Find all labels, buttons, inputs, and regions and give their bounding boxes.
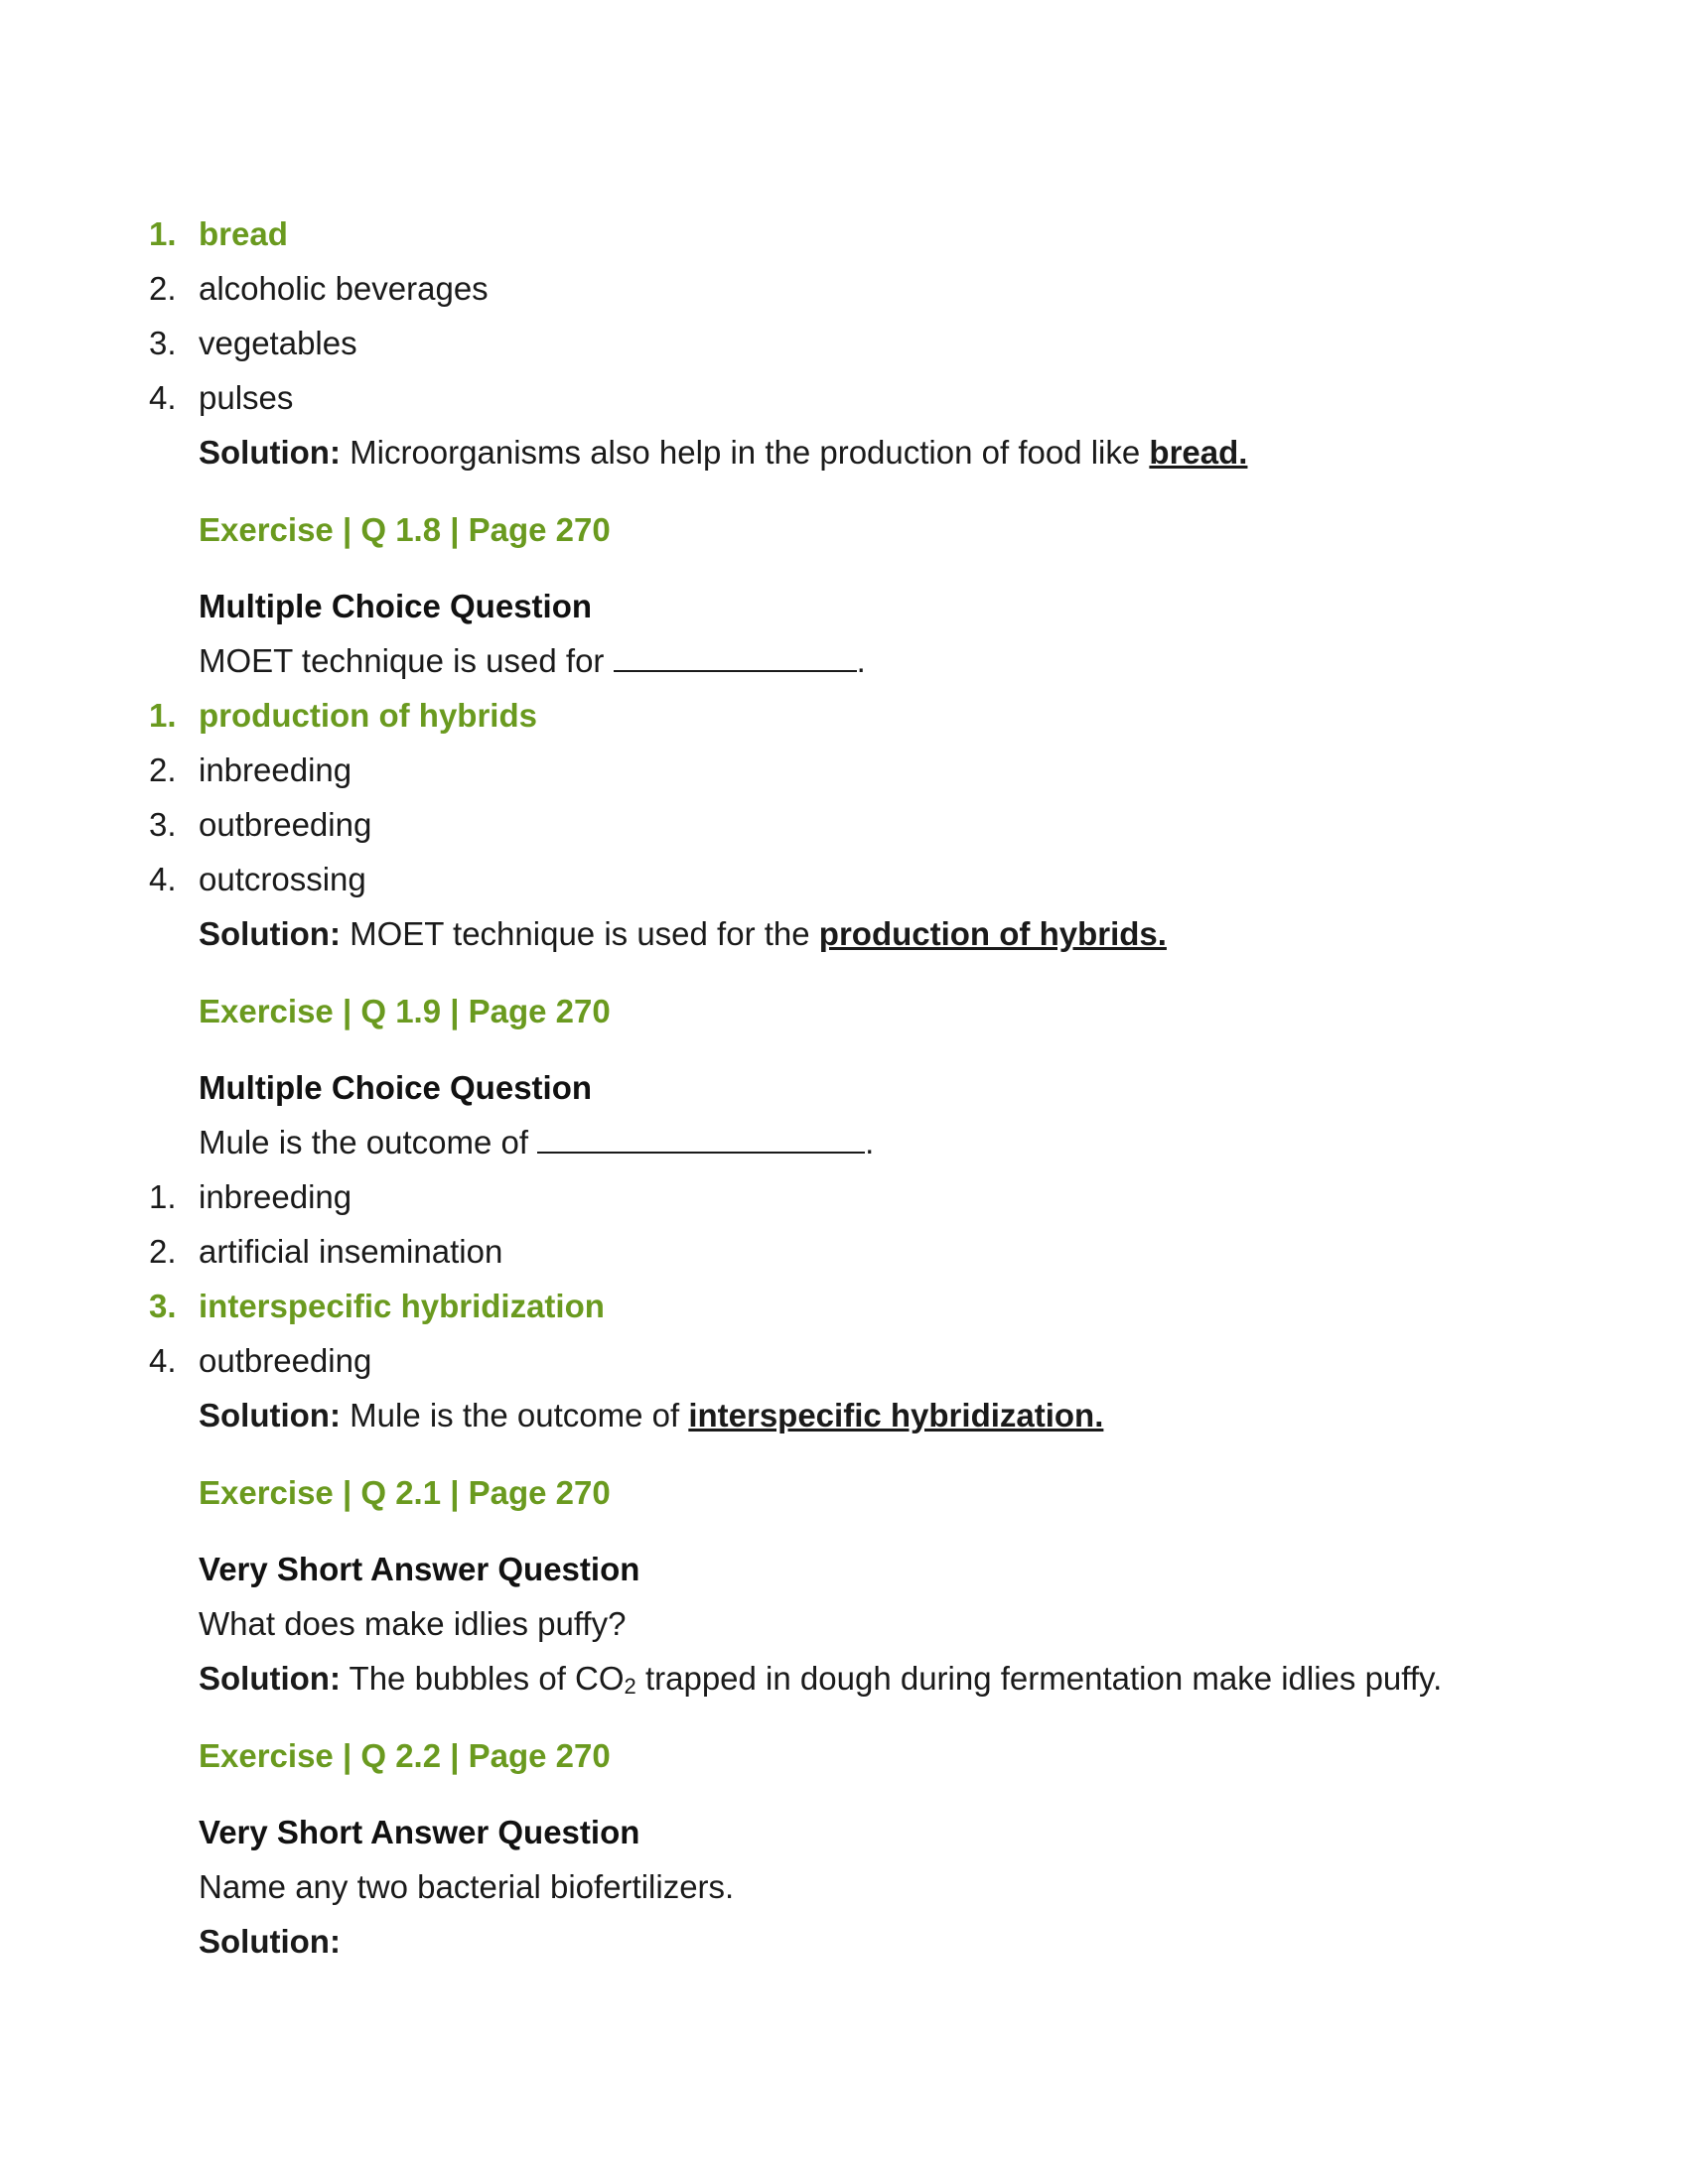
option-number: 4. (149, 861, 177, 897)
solution-line (199, 914, 1167, 954)
exercise-header-link[interactable]: Exercise | Q 2.2 | Page 270 (199, 1737, 611, 1774)
question-text (199, 1123, 874, 1162)
question-stem: MOET technique is used for (199, 642, 605, 679)
option-number: 1. (149, 697, 177, 734)
question-end: . (865, 1124, 875, 1160)
option-correct: bread (199, 215, 288, 252)
option: alcoholic beverages (199, 270, 489, 307)
exercise-header-link[interactable]: Exercise | Q 1.9 | Page 270 (199, 993, 611, 1029)
solution-label: Solution: (199, 915, 341, 952)
solution-post: trapped in dough during fermentation make idlies puffy. (644, 1660, 1443, 1697)
question-type: Multiple Choice Question (199, 588, 593, 624)
solution-text: MOET technique is used for the (350, 915, 810, 952)
option-number: 2. (149, 1233, 177, 1270)
solution-line (199, 1922, 341, 1962)
option: outcrossing (199, 861, 366, 897)
option: vegetables (199, 325, 357, 361)
question-type: Very Short Answer Question (199, 1814, 640, 1850)
question-type: Multiple Choice Question (199, 1069, 593, 1106)
solution-text (350, 1660, 1443, 1697)
solution-label: Solution: (199, 1660, 341, 1697)
option-correct: interspecific hybridization (199, 1288, 605, 1324)
option: artificial insemination (199, 1233, 503, 1270)
question-text: Name any two bacterial biofertilizers. (199, 1868, 735, 1905)
option: inbreeding (199, 751, 352, 788)
question-end: . (856, 642, 866, 679)
solution-line (199, 1396, 1103, 1435)
solution-line (199, 433, 1247, 473)
solution-label: Solution: (199, 434, 341, 471)
option: inbreeding (199, 1178, 352, 1215)
solution-pre: The bubbles of CO (349, 1660, 625, 1697)
exercise-header-link[interactable]: Exercise | Q 1.8 | Page 270 (199, 511, 611, 548)
answer-blank (614, 642, 857, 672)
solution-text: Mule is the outcome of (350, 1397, 680, 1433)
solution-answer: interspecific hybridization. (688, 1397, 1104, 1433)
option-number: 2. (149, 751, 177, 788)
solution-text: Microorganisms also help in the production of food like (350, 434, 1141, 471)
question-text: What does make idlies puffy? (199, 1605, 627, 1642)
option: outbreeding (199, 1342, 372, 1379)
subscript: 2 (624, 1674, 636, 1699)
answer-blank (537, 1124, 865, 1154)
solution-label: Solution: (199, 1923, 341, 1960)
solution-answer: production of hybrids. (818, 915, 1167, 952)
option-number: 3. (149, 325, 177, 361)
solution-line (199, 1659, 1442, 1706)
question-type: Very Short Answer Question (199, 1551, 640, 1587)
option-number: 3. (149, 1288, 177, 1324)
solution-label: Solution: (199, 1397, 341, 1433)
question-text (199, 641, 866, 681)
option-correct: production of hybrids (199, 697, 537, 734)
option-number: 4. (149, 1342, 177, 1379)
option-number: 3. (149, 806, 177, 843)
option-number: 2. (149, 270, 177, 307)
solution-answer: bread. (1149, 434, 1248, 471)
option-number: 4. (149, 379, 177, 416)
option: pulses (199, 379, 294, 416)
option-number: 1. (149, 1178, 177, 1215)
option: outbreeding (199, 806, 372, 843)
question-stem: Mule is the outcome of (199, 1124, 528, 1160)
option-number: 1. (149, 215, 177, 252)
exercise-header-link[interactable]: Exercise | Q 2.1 | Page 270 (199, 1474, 611, 1511)
